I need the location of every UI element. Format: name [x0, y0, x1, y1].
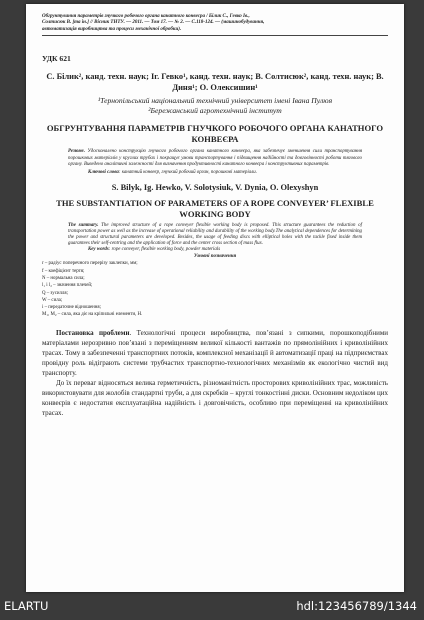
- body-paragraph-1: [42, 328, 388, 378]
- handle-identifier: hdl:123456789/1344: [296, 599, 417, 613]
- keywords-en-label: Key words: [88, 247, 109, 253]
- citation-line-2: Солтисюк В. [та ін.] // Вісник ТНТУ. — 2011. — Том 17. — № 2. — С.118-124. — (машинобудування,: [42, 20, 265, 26]
- body-text: [42, 328, 388, 418]
- keywords-ua-label: Ключові слова: [88, 170, 119, 176]
- body-paragraph-2: До їх переваг відносяться велика герметичність, різноманітність просторових криволінійних трас, можливість використовувати для жолобів стандартні труби, а для скребків – круглі тонкостінні диски. Основним недоліком цих конвеєрів є недостатня експлуатаційна надійність і довговічність, особливо при переміщенні на криволінійних трасах.: [42, 378, 388, 417]
- abstract-en: [68, 223, 362, 247]
- affiliation-2: ²Бережанський агротехнічний інститут: [148, 106, 282, 116]
- notation-list: [42, 260, 388, 318]
- notation-item: l₁ і l₂ – значення плечей;: [42, 283, 93, 289]
- page-content: [42, 14, 388, 418]
- document-page: [26, 4, 404, 592]
- abstract-en-text: The improved structure of a rope conveyer flexible working body is proposed. This structure guarantees the reduction of transportation power as well as the increase of operational reliability and durability of the working body.The analytical dependences for determining the power and structural parameters are developed. Besides, the usage of feeding discs with elliptical holes with the tackle fixed inside them guarantees their self-centring and the application of force and the center cross section of mass flux.: [68, 222, 362, 247]
- abstract-ua: [68, 149, 362, 168]
- notation-item: r – радіус поперечного перерізу заклепки, мм;: [42, 261, 138, 267]
- citation-line-1: Обгрунтування параметрів гнучкого робочого органа канатного конвесра / Білик С., Гевко Ів.,: [42, 14, 250, 19]
- affiliations: [42, 96, 388, 116]
- authors-ua: С. Білик², канд. техн. наук; Іг. Гевко¹, канд. техн. наук; В. Солтисюк², канд. техн. наук; В. Диня¹; О. Олексишин¹: [46, 72, 384, 93]
- title-en: THE SUBSTANTIATION OF PARAMETERS OF A ROPE CONVEYER’ FLEXIBLE WORKING BODY: [56, 197, 374, 219]
- keywords-ua: [88, 170, 362, 176]
- paragraph-1-text: . Технологічні процеси виробництва, пов’язані з сипкими, порошкоподібними матеріалами нерозривно пов’язані з переміщенням великої кількості вантажів по прямолінійних і криволінійних трасах. Тому в забезпеченні транспортних потоків, комплексної механізації й автоматизації праці на підприємствах провідну роль відіграють системи трубчастих транспортно-технологічних механізмів як екологічно чистий вид транспорту.: [42, 328, 388, 377]
- title-ua: ОБГРУНТУВАННЯ ПАРАМЕТРІВ ГНУЧКОГО РОБОЧОГО ОРГАНА КАНАТНОГО КОНВЕЄРА: [46, 123, 384, 145]
- notation-item: M₁, M₂ – сила, яка діє на кріпильні елементи, Н.: [42, 312, 143, 318]
- authors-en: S. Bilyk, Ig. Hewko, V. Solotysiuk, V. Dynia, O. Olexyshyn: [111, 182, 319, 192]
- notation-item: N – нормальна сила;: [42, 275, 85, 281]
- keywords-en: [88, 247, 362, 253]
- abstract-ua-text: Удосконалено конструкцію гнучкого робочого органа канатного конвеєра, яка забезпечує зменшення сили транспортування порошкових матеріалів у круглих трубах і покращує умови транспортування і підвищення надійності та довговічності роботи тягового органу. Виведено аналітичні залежності для визначення продуктивності канатного конвеєра і конструктивних параметрів.: [68, 149, 362, 168]
- keywords-en-text: : rope conveyer, flexible working body, powder materials: [108, 247, 221, 253]
- notation-item: Q – зусилля;: [42, 290, 68, 296]
- notation-item: f – коефіцієнт тертя;: [42, 268, 85, 274]
- citation-line-3: автоматизація виробництва та процеси механічної обробки).: [42, 26, 182, 32]
- abstract-ua-label: Резюме.: [68, 149, 85, 155]
- notation-title: Умовні позначення: [193, 254, 237, 260]
- viewer-footer: [0, 594, 424, 620]
- udk-code: УДК 621: [42, 54, 71, 64]
- keywords-ua-text: : канатний конвеєр, гнучкий робочий орган, порошкові матеріали.: [118, 170, 257, 176]
- repository-label: ELARTU: [4, 599, 49, 613]
- notation-item: i – передаточне відношення;: [42, 305, 101, 311]
- abstract-en-label: The summary.: [68, 222, 99, 228]
- section-heading: Постановка проблеми: [56, 328, 130, 337]
- affiliation-1: ¹Тернопільський національний технічний університет імені Івана Пулюя: [97, 96, 333, 106]
- citation-header: [42, 14, 388, 36]
- notation-item: W – сила;: [42, 297, 63, 303]
